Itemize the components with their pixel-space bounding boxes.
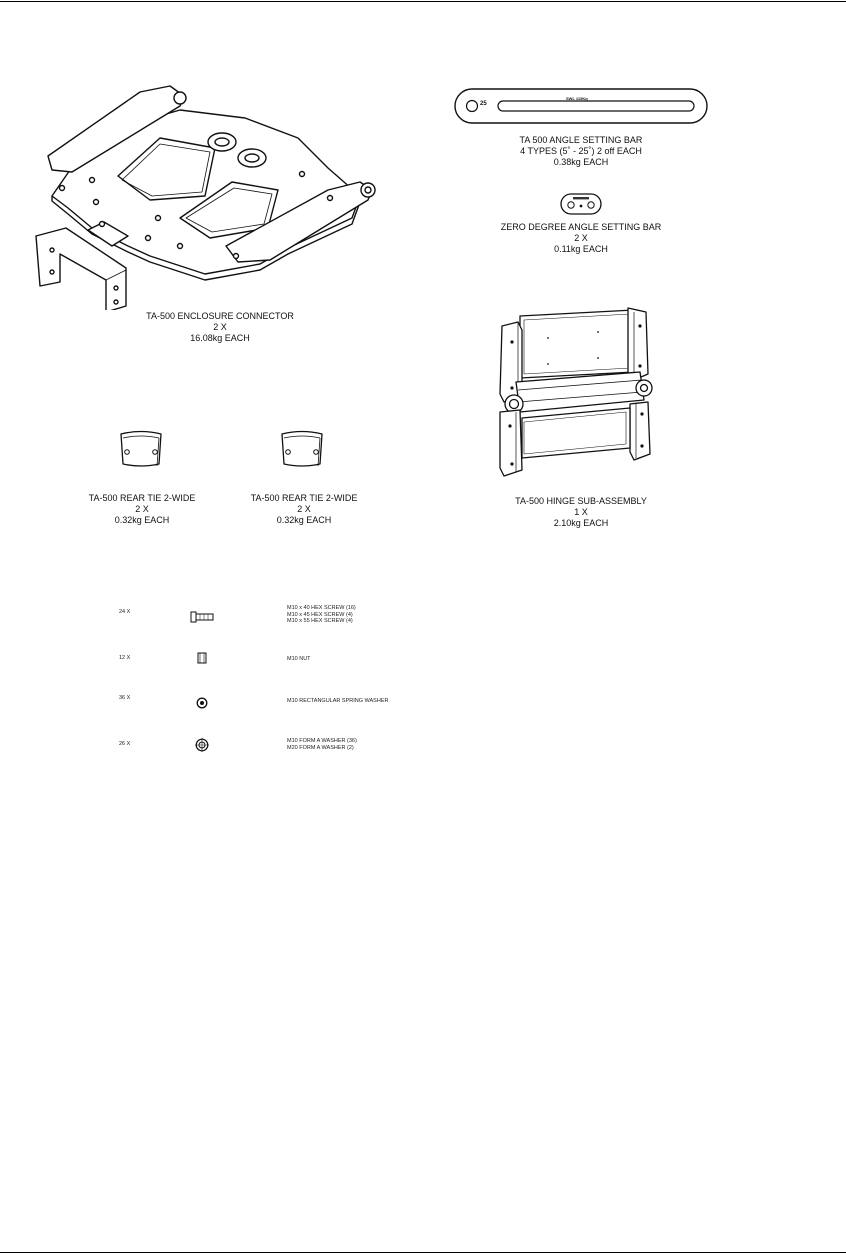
zero-degree-bar-qty: 2 X (574, 233, 588, 243)
hardware-line: M10 FORM A WASHER (36) (287, 738, 357, 744)
hardware-line: M10 NUT (287, 656, 311, 662)
hardware-line: M10 x 40 HEX SCREW (16) (287, 605, 356, 611)
hardware-qty: 26 X (119, 741, 131, 747)
angle-setting-bar-caption (470, 135, 692, 168)
angle-setting-bar-weight: 0.38kg EACH (553, 157, 609, 167)
angle-setting-bar-types: 4 TYPES (5˚ - 25˚) 2 off EACH (520, 146, 642, 156)
angle-setting-bar-drawing (454, 88, 708, 124)
hardware-line: M10 x 45 HEX SCREW (4) (287, 611, 353, 618)
hinge-qty: 1 X (574, 507, 588, 517)
spring-washer-icon (196, 697, 208, 709)
zero-degree-bar-weight: 0.11kg EACH (554, 244, 608, 254)
hinge-name: TA-500 HINGE SUB-ASSEMBLY (515, 496, 647, 506)
hardware-description (287, 738, 357, 751)
hardware-line: M10 RECTANGULAR SPRING WASHER (287, 698, 389, 704)
angle-bar-marking-angle: 25 (480, 101, 487, 107)
enclosure-connector-name: TA-500 ENCLOSURE CONNECTOR (146, 311, 294, 321)
hardware-qty: 36 X (119, 695, 131, 701)
hardware-description (287, 698, 388, 705)
rear-tie-1-qty: 2 X (135, 504, 149, 514)
zero-degree-bar-name: ZERO DEGREE ANGLE SETTING BAR (500, 222, 662, 232)
hinge-caption (470, 496, 692, 529)
hardware-line: M10 x 55 HEX SCREW (4) (287, 618, 353, 624)
zero-degree-bar-caption (470, 222, 692, 255)
header-rule (0, 1, 846, 2)
footer-rule (0, 1252, 846, 1253)
angle-bar-marking-swl: SWL 115Kg (566, 96, 588, 101)
hardware-qty: 24 X (119, 609, 131, 615)
hardware-qty: 12 X (119, 655, 131, 661)
rear-tie-1-weight: 0.32kg EACH (114, 515, 170, 525)
enclosure-connector-qty: 2 X (213, 322, 227, 332)
rear-tie-1-drawing (117, 430, 165, 472)
hardware-line: M20 FORM A WASHER (2) (287, 744, 354, 751)
rear-tie-2-drawing (278, 430, 326, 472)
zero-degree-bar-drawing (560, 193, 602, 215)
form-a-washer-icon (195, 738, 209, 752)
nut-icon (197, 652, 207, 664)
rear-tie-2-qty: 2 X (297, 504, 311, 514)
hardware-description (287, 656, 311, 663)
rear-tie-2-caption (222, 493, 386, 526)
enclosure-connector-caption (110, 311, 330, 344)
rear-tie-2-weight: 0.32kg EACH (276, 515, 332, 525)
hinge-sub-assembly-drawing (494, 302, 660, 488)
angle-setting-bar-name: TA 500 ANGLE SETTING BAR (519, 135, 643, 145)
rear-tie-1-name: TA-500 REAR TIE 2-WIDE (88, 493, 196, 503)
enclosure-connector-weight: 16.08kg EACH (190, 333, 250, 343)
hinge-weight: 2.10kg EACH (553, 518, 609, 528)
rear-tie-1-caption (60, 493, 224, 526)
rear-tie-2-name: TA-500 REAR TIE 2-WIDE (250, 493, 358, 503)
hardware-description (287, 605, 356, 625)
enclosure-connector-drawing (30, 78, 390, 310)
hex-screw-icon (190, 611, 214, 623)
